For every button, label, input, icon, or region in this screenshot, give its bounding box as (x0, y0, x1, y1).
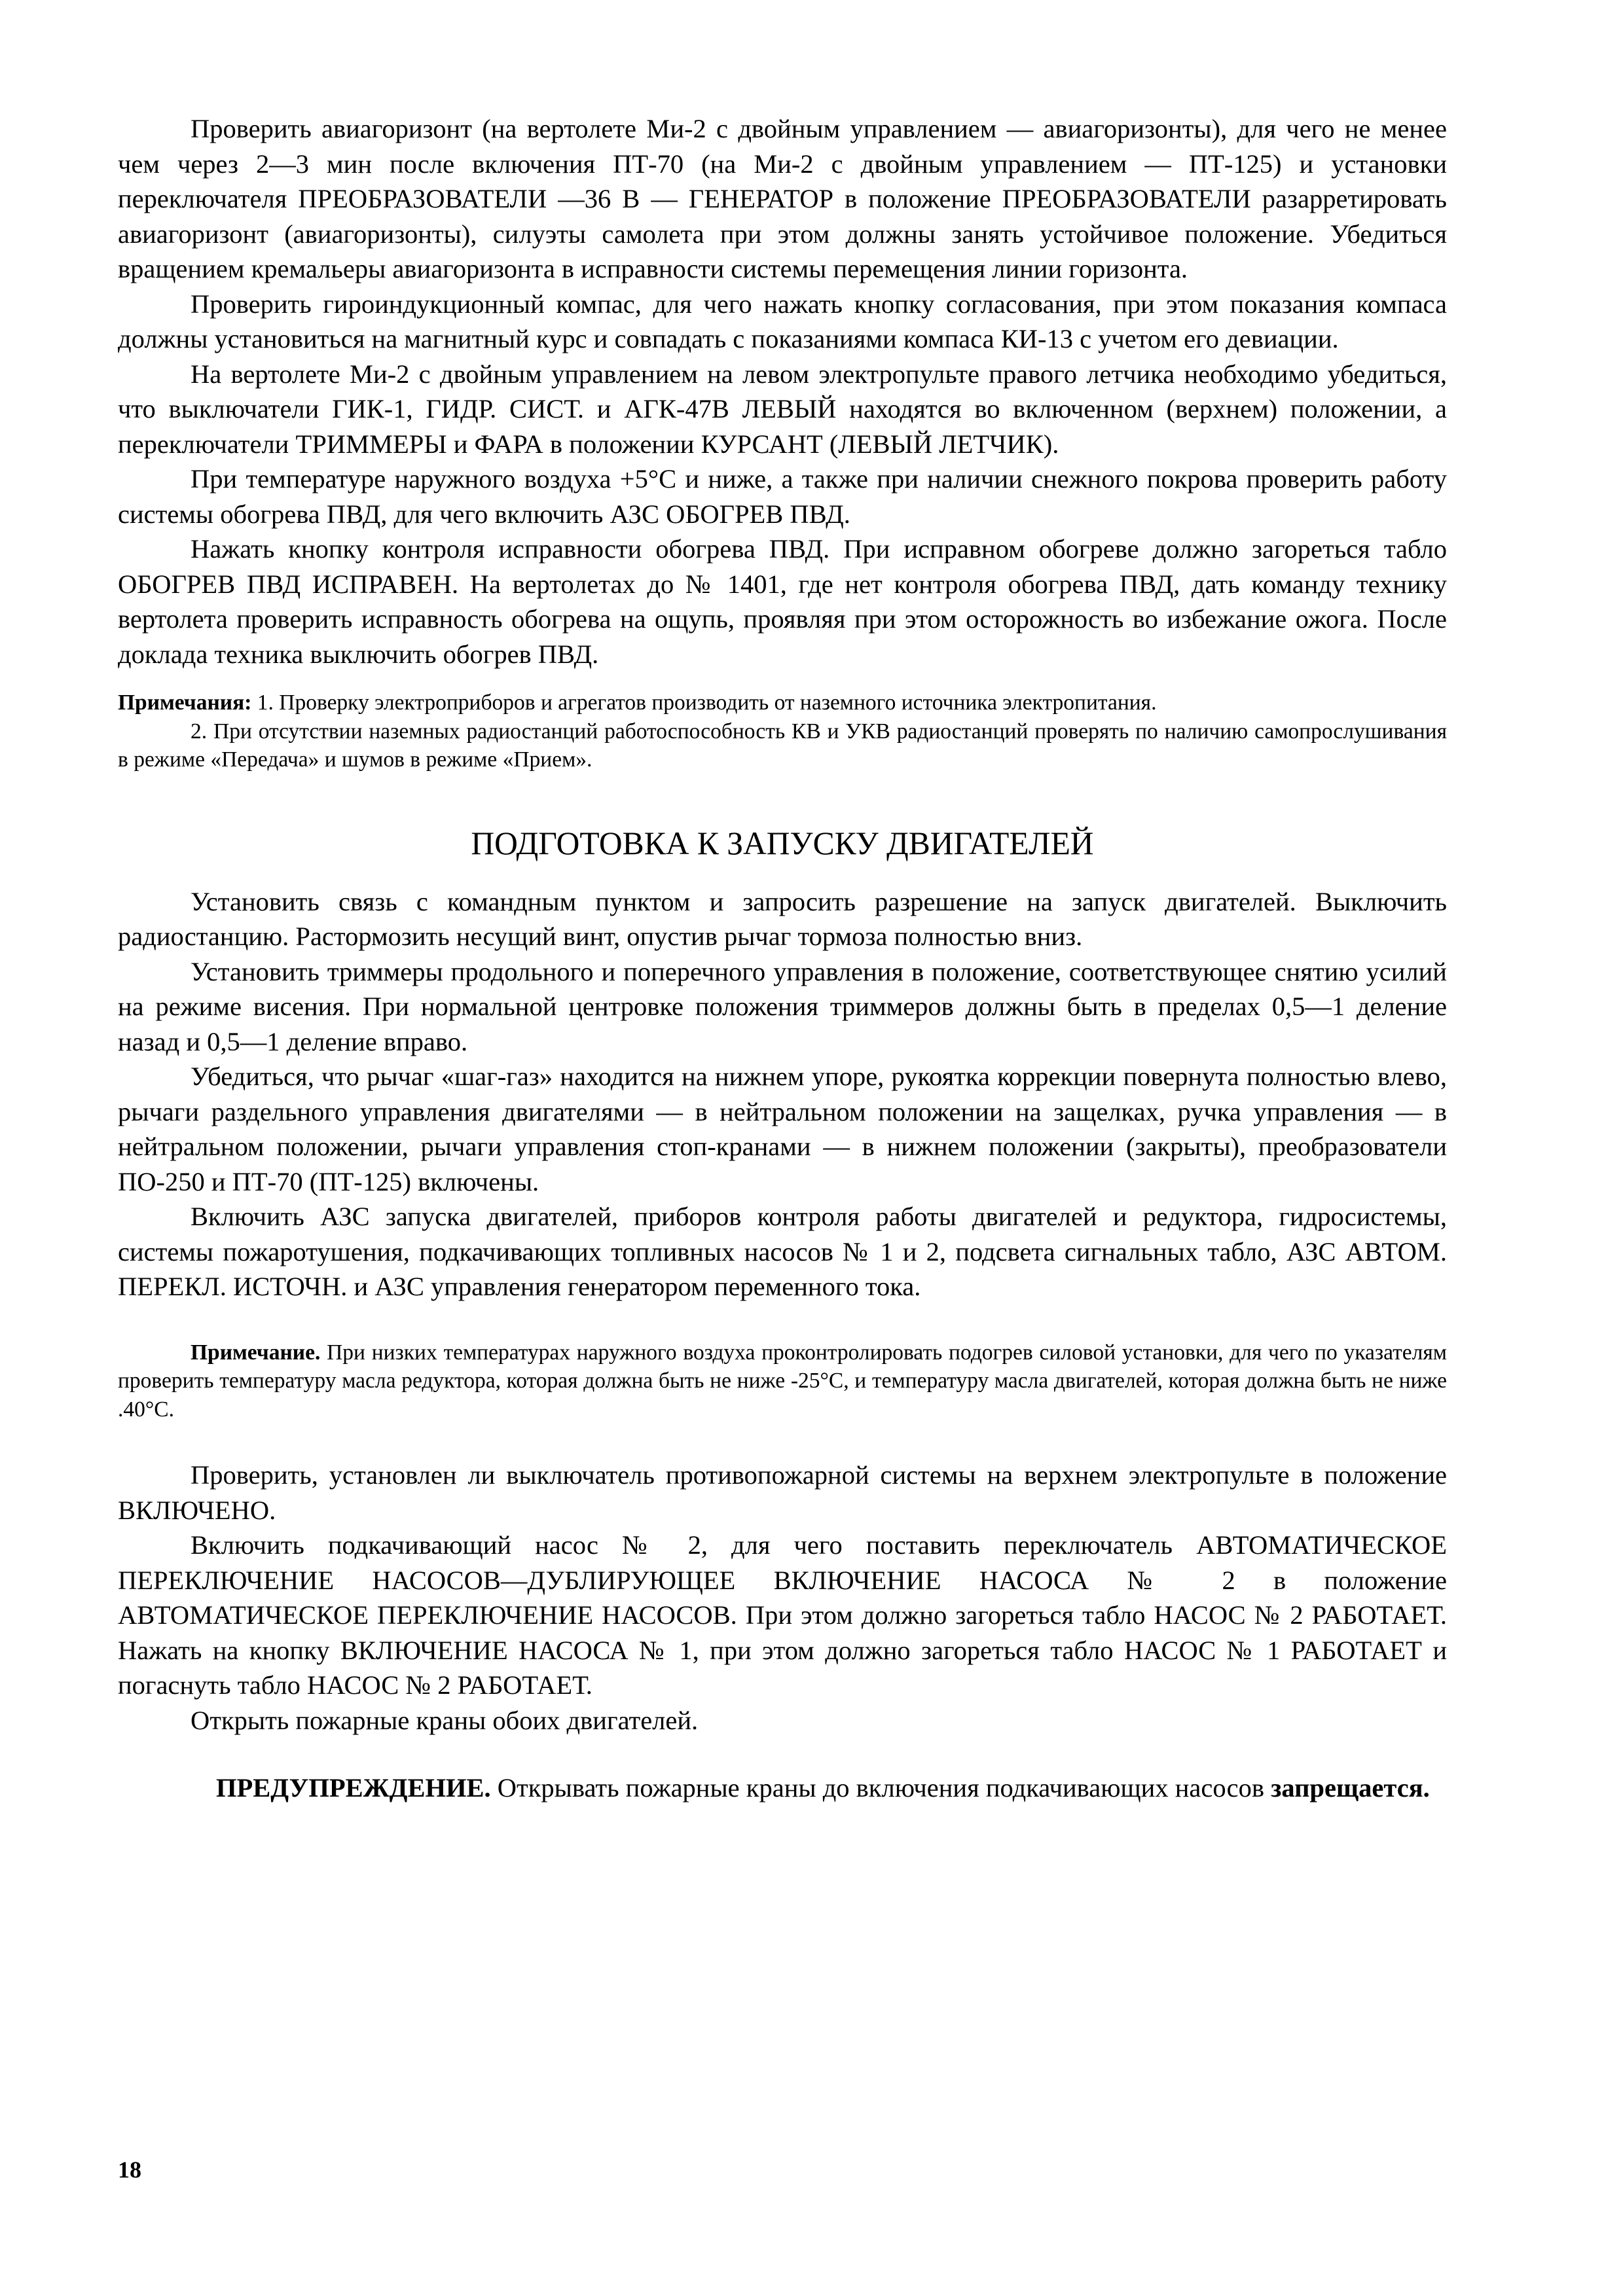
note-temperature (118, 1338, 1447, 1424)
paragraph-pump: Включить подкачивающий насос № 2, для чего поставить переключатель АВТОМАТИЧЕСКОЕ ПЕРЕКЛЮЧЕНИЕ НАСОСОВ—ДУБЛИРУЮЩЕЕ ВКЛЮЧЕНИЕ НАСОСА № 2 в положение АВТОМАТИЧЕСКОЕ ПЕРЕКЛЮЧЕНИЕ НАСОСОВ. При этом должно загореться табло НАСОС № 2 РАБОТАЕТ. Нажать на кнопку ВКЛЮЧЕНИЕ НАСОСА № 1, при этом должно загореться табло НАСОС № 1 РАБОТАЕТ и погаснуть табло НАСОС № 2 РАБОТАЕТ. (118, 1530, 1447, 1700)
note-label: Примечание. (191, 1340, 321, 1365)
document-page (118, 111, 1447, 1806)
warning-label: ПРЕДУПРЕЖДЕНИЕ. (216, 1773, 491, 1803)
paragraph-fire-valves: Открыть пожарные краны обоих двигателей. (191, 1705, 699, 1735)
paragraph-gyro-compass: Проверить гироиндукционный компас, для чего нажать кнопку согласования, при этом показания компаса должны установиться на магнитный курс и совпадать с показаниями компаса КИ-13 с учетом его девиации. (118, 289, 1447, 353)
paragraph-levers-check: Убедиться, что рычаг «шаг-газ» находится на нижнем упоре, рукоятка коррекции повернута полностью влево, рычаги раздельного управления двигателями — в нейтральном положении на защелках, ручка управления — в нейтральном положении, рычаги управления стоп-кранами — в нижнем положении (закрыты), преобразователи ПО-250 и ПТ-70 (ПТ-125) включены. (118, 1062, 1447, 1196)
warning-text: Открывать пожарные краны до включения подкачивающих насосов (490, 1773, 1271, 1803)
paragraph-pvd-check: Нажать кнопку контроля исправности обогрева ПВД. При исправном обогреве должно загореться табло ОБОГРЕВ ПВД ИСПРАВЕН. На вертолетах до № 1401, где нет контроля обогрева ПВД, дать команду технику вертолета проверить исправность обогрева на ощупь, проявляя при этом осторожность во избежание ожога. После доклада техника выключить обогрев ПВД. (118, 534, 1447, 669)
paragraph-fire-switch: Проверить, установлен ли выключатель противопожарной системы на верхнем электропульте в положение ВКЛЮЧЕНО. (118, 1460, 1447, 1525)
warning-end: запрещается. (1271, 1773, 1430, 1803)
note-item-2: 2. При отсутствии наземных радиостанций работоспособность КВ и УКВ радиостанций проверять по наличию самопрослушивания в режиме «Передача» и шумов в режиме «Прием». (118, 719, 1447, 772)
paragraph-artificial-horizon: Проверить авиагоризонт (на вертолете Ми-2 с двойным управлением — авиагоризонты), для чего не менее чем через 2—3 мин после включения ПТ-70 (на Ми-2 с двойным управлением — ПТ-125) и установки переключателя ПРЕОБРАЗОВАТЕЛИ —36 В — ГЕНЕРАТОР в положение ПРЕОБРАЗОВАТЕЛИ разарретировать авиагоризонт (авиагоризонты), силуэты самолета при этом должны занять устойчивое положение. Убедиться вращением кремальеры авиагоризонта в исправности системы перемещения линии горизонта. (118, 114, 1447, 283)
paragraph-dual-control: На вертолете Ми-2 с двойным управлением на левом электропульте правого летчика необходимо убедиться, что выключатели ГИК-1, ГИДР. СИСТ. и АГК-47В ЛЕВЫЙ находятся во включенном (верхнем) положении, а переключатели ТРИММЕРЫ и ФАРА в положении КУРСАНТ (ЛЕВЫЙ ЛЕТЧИК). (118, 359, 1447, 459)
section-heading: ПОДГОТОВКА К ЗАПУСКУ ДВИГАТЕЛЕЙ (471, 825, 1094, 861)
paragraph-pvd-heating: При температуре наружного воздуха +5°С и ниже, а также при наличии снежного покрова проверить работу системы обогрева ПВД, для чего включить АЗС ОБОГРЕВ ПВД. (118, 464, 1447, 529)
paragraph-contact-command: Установить связь с командным пунктом и запросить разрешение на запуск двигателей. Выключить радиостанцию. Растормозить несущий винт, опустив рычаг тормоза полностью вниз. (118, 886, 1447, 951)
notes-block (118, 689, 1447, 717)
note-item-1: 1. Проверку электроприборов и агрегатов производить от наземного источника электропитания. (251, 691, 1157, 715)
note-temperature-text: При низких температурах наружного воздуха проконтролировать подогрев силовой установки, для чего по указателям проверить температуру масла редуктора, которая должна быть не ниже -25°С, и температуру масла двигателей, которая должна быть не ниже .40°С. (118, 1340, 1447, 1422)
notes-label: Примечания: (118, 691, 252, 715)
paragraph-trimmers: Установить триммеры продольного и поперечного управления в положение, соответствующее снятию усилий на режиме висения. При нормальной центровке положения триммеров должны быть в пределах 0,5—1 деление назад и 0,5—1 деление вправо. (118, 956, 1447, 1056)
page-number: 18 (118, 2157, 141, 2183)
warning-block (216, 1770, 1447, 1806)
paragraph-circuit-breakers: Включить АЗС запуска двигателей, приборов контроля работы двигателей и редуктора, гидросистемы, системы пожаротушения, подкачивающих топливных насосов № 1 и 2, подсвета сигнальных табло, АЗС АВТОМ. ПЕРЕКЛ. ИСТОЧН. и АЗС управления генератором переменного тока. (118, 1202, 1447, 1301)
